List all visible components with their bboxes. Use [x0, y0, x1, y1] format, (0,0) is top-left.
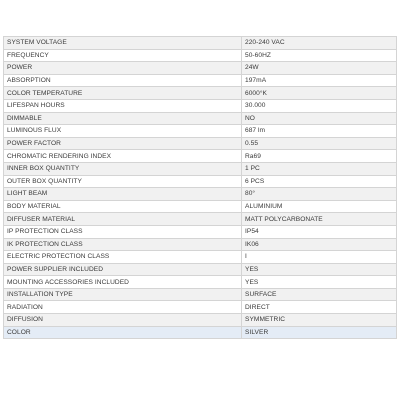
spec-label: LUMINOUS FLUX [4, 125, 242, 138]
specifications-table-body [4, 37, 397, 339]
spec-label: OUTER BOX QUANTITY [4, 175, 242, 188]
spec-value: I [242, 251, 397, 264]
spec-row-diffuser-material [4, 213, 397, 226]
spec-label: LIFESPAN HOURS [4, 99, 242, 112]
spec-value: Ra69 [242, 150, 397, 163]
spec-row-frequency [4, 49, 397, 62]
spec-value: 197mA [242, 74, 397, 87]
spec-label: POWER [4, 62, 242, 75]
spec-value: 80° [242, 188, 397, 201]
spec-value: MATT POLYCARBONATE [242, 213, 397, 226]
spec-label: DIFFUSION [4, 314, 242, 327]
spec-row-color-temperature [4, 87, 397, 100]
spec-label: INSTALLATION TYPE [4, 288, 242, 301]
spec-label: BODY MATERIAL [4, 200, 242, 213]
spec-row-power-supplier-included [4, 263, 397, 276]
spec-row-body-material [4, 200, 397, 213]
spec-row-power [4, 62, 397, 75]
specifications-table [3, 36, 397, 339]
spec-row-outer-box-quantity [4, 175, 397, 188]
spec-row-installation-type [4, 288, 397, 301]
spec-value: IP54 [242, 225, 397, 238]
spec-value: 30.000 [242, 99, 397, 112]
spec-value: SYMMETRIC [242, 314, 397, 327]
spec-row-ik-protection-class [4, 238, 397, 251]
spec-value: 0.55 [242, 137, 397, 150]
spec-row-light-beam [4, 188, 397, 201]
spec-label: IP PROTECTION CLASS [4, 225, 242, 238]
spec-row-inner-box-quantity [4, 162, 397, 175]
spec-value: YES [242, 263, 397, 276]
spec-label: POWER SUPPLIER INCLUDED [4, 263, 242, 276]
spec-label: POWER FACTOR [4, 137, 242, 150]
spec-row-dimmable [4, 112, 397, 125]
spec-label: ELECTRIC PROTECTION CLASS [4, 251, 242, 264]
spec-value: 1 PC [242, 162, 397, 175]
spec-label: ABSORPTION [4, 74, 242, 87]
spec-value: 687 lm [242, 125, 397, 138]
spec-row-system-voltage [4, 37, 397, 50]
spec-label: COLOR [4, 326, 242, 339]
spec-row-color [4, 326, 397, 339]
spec-label: DIFFUSER MATERIAL [4, 213, 242, 226]
spec-row-luminous-flux [4, 125, 397, 138]
spec-row-lifespan-hours [4, 99, 397, 112]
spec-row-absorption [4, 74, 397, 87]
spec-label: COLOR TEMPERATURE [4, 87, 242, 100]
spec-value: 50-60HZ [242, 49, 397, 62]
spec-label: SYSTEM VOLTAGE [4, 37, 242, 50]
spec-label: DIMMABLE [4, 112, 242, 125]
spec-value: NO [242, 112, 397, 125]
spec-label: LIGHT BEAM [4, 188, 242, 201]
spec-value: SURFACE [242, 288, 397, 301]
spec-value: DIRECT [242, 301, 397, 314]
spec-label: FREQUENCY [4, 49, 242, 62]
spec-label: MOUNTING ACCESSORIES INCLUDED [4, 276, 242, 289]
spec-label: IK PROTECTION CLASS [4, 238, 242, 251]
spec-value: SILVER [242, 326, 397, 339]
spec-value: IK06 [242, 238, 397, 251]
spec-value: 6 PCS [242, 175, 397, 188]
spec-row-ip-protection-class [4, 225, 397, 238]
spec-row-diffusion [4, 314, 397, 327]
spec-row-electric-protection-class [4, 251, 397, 264]
spec-value: YES [242, 276, 397, 289]
spec-value: 220-240 VAC [242, 37, 397, 50]
spec-label: RADIATION [4, 301, 242, 314]
spec-label: INNER BOX QUANTITY [4, 162, 242, 175]
spec-row-power-factor [4, 137, 397, 150]
spec-value: 6000°K [242, 87, 397, 100]
spec-value: 24W [242, 62, 397, 75]
spec-row-radiation [4, 301, 397, 314]
spec-label: CHROMATIC RENDERING INDEX [4, 150, 242, 163]
spec-row-mounting-accessories-included [4, 276, 397, 289]
spec-row-chromatic-rendering-index [4, 150, 397, 163]
spec-value: ALUMINIUM [242, 200, 397, 213]
